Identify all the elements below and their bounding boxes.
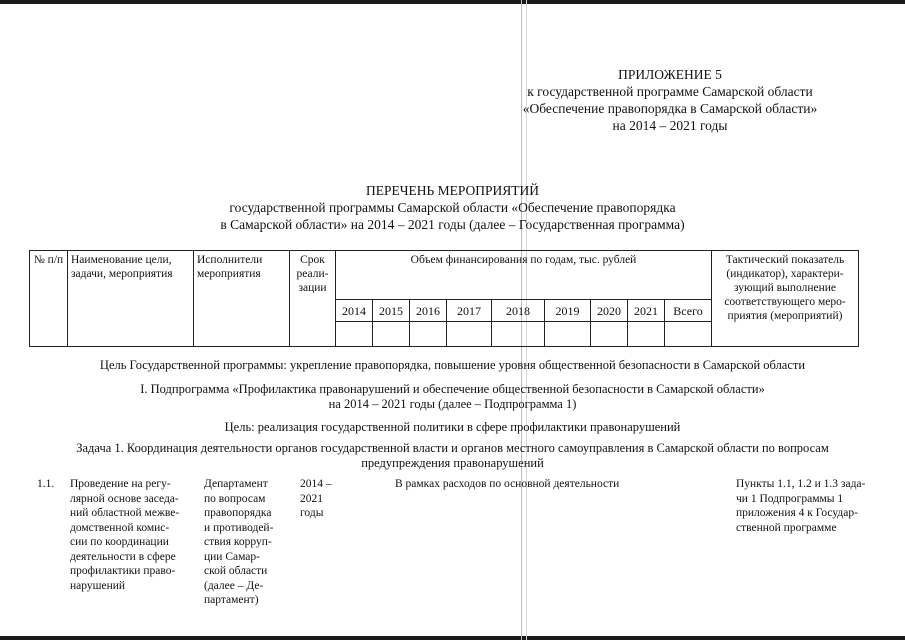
executor-line: правопорядка [204, 507, 272, 519]
indicator-line: приложения 4 к Государ- [736, 507, 858, 519]
empty-cell [373, 322, 410, 347]
row-activity-name [70, 477, 179, 593]
indicator-line: ственной программе [736, 521, 837, 534]
header-term: Срок реали-зации [290, 251, 336, 347]
appendix-line: на 2014 – 2021 годы [612, 118, 728, 133]
header-funding: Объем финансирования по годам, тыс. рублей [336, 251, 712, 300]
task-title-continued: предупреждения правонарушений [361, 456, 544, 470]
year-header: 2016 [410, 300, 447, 322]
term-line: годы [300, 507, 324, 519]
executor-line: ции Самар- [204, 550, 260, 563]
program-goal: Цель Государственной программы: укрепление правопорядка, повышение уровня общественной безопасности в Самарской области [99, 358, 806, 372]
title-line: в Самарской области» на 2014 – 2021 годы (далее – Государственная программа) [220, 217, 685, 232]
year-header: 2019 [545, 300, 591, 322]
year-header: 2021 [628, 300, 665, 322]
document-title [0, 182, 905, 233]
appendix-label: ПРИЛОЖЕНИЕ 5 [618, 67, 722, 82]
empty-cell [492, 322, 545, 347]
year-header: 2020 [591, 300, 628, 322]
activity-name-line: лярной основе заседа- [70, 492, 179, 505]
empty-cell [591, 322, 628, 347]
header-indicator: Тактический показатель (индикатор), характери-зующий выполнение соответствующего меро-приятия (мероприятий) [712, 251, 859, 347]
subprogram-goal: Цель: реализация государственной политики в сфере профилактики правонарушений [224, 420, 681, 434]
title-line: государственной программы Самарской области «Обеспечение правопорядка [229, 200, 676, 215]
executor-line: партамент) [204, 594, 259, 606]
indicator-line: Пункты 1.1, 1.2 и 1.3 зада- [736, 478, 866, 490]
empty-cell [628, 322, 665, 347]
year-header: 2017 [447, 300, 492, 322]
appendix-header [470, 66, 870, 134]
executor-line: (далее – Де- [204, 579, 264, 592]
activity-name-line: домственной комис- [70, 521, 170, 534]
executor-line: и противодей- [204, 521, 274, 534]
empty-cell [336, 322, 373, 347]
activity-name-line: нарушений [70, 579, 126, 592]
executor-line: ствия корруп- [204, 536, 272, 548]
year-header: 2015 [373, 300, 410, 322]
title-heading: ПЕРЕЧЕНЬ МЕРОПРИЯТИЙ [365, 183, 540, 198]
activities-table [29, 250, 859, 347]
year-header: 2014 [336, 300, 373, 322]
task-title: Задача 1. Координация деятельности органов государственной власти и органов местного самоуправления в Самарской области по вопросам [76, 441, 829, 455]
indicator-line: чи 1 Подпрограммы 1 [736, 492, 844, 505]
appendix-line: к государственной программе Самарской области [527, 84, 813, 99]
activity-name-line: ний областной межве- [70, 507, 180, 519]
empty-cell [665, 322, 712, 347]
row-funding: В рамках расходов по основной деятельности [395, 478, 620, 490]
total-header: Всего [665, 300, 712, 322]
row-term [300, 477, 332, 521]
term-line: 2021 [300, 492, 323, 505]
empty-cell [545, 322, 591, 347]
row-number: 1.1. [37, 478, 55, 490]
activity-name-line: сии по координации [70, 536, 169, 548]
scan-edge-bottom [0, 636, 905, 640]
row-indicator [736, 477, 865, 535]
appendix-line: «Обеспечение правопорядка в Самарской области» [522, 101, 818, 116]
empty-cell [410, 322, 447, 347]
empty-cell [447, 322, 492, 347]
row-executor [204, 477, 273, 608]
scan-edge-top [0, 0, 905, 4]
activity-name-line: профилактики право- [70, 565, 176, 577]
year-header: 2018 [492, 300, 545, 322]
executor-line: Департамент [204, 478, 268, 490]
executor-line: по вопросам [204, 492, 266, 505]
header-executors: Исполнители мероприятия [194, 251, 290, 347]
header-number: № п/п [30, 251, 68, 347]
header-name: Наименование цели, задачи, мероприятия [68, 251, 194, 347]
subprogram-period: на 2014 – 2021 годы (далее – Подпрограмма 1) [328, 397, 577, 411]
executor-line: ской области [204, 565, 268, 577]
activity-name-line: Проведение на регу- [70, 478, 171, 490]
term-line: 2014 – [300, 478, 332, 490]
activity-name-line: деятельности в сфере [70, 550, 176, 563]
subprogram-title: I. Подпрограмма «Профилактика правонарушений и обеспечение общественной безопасности в Самарской области» [140, 382, 765, 396]
